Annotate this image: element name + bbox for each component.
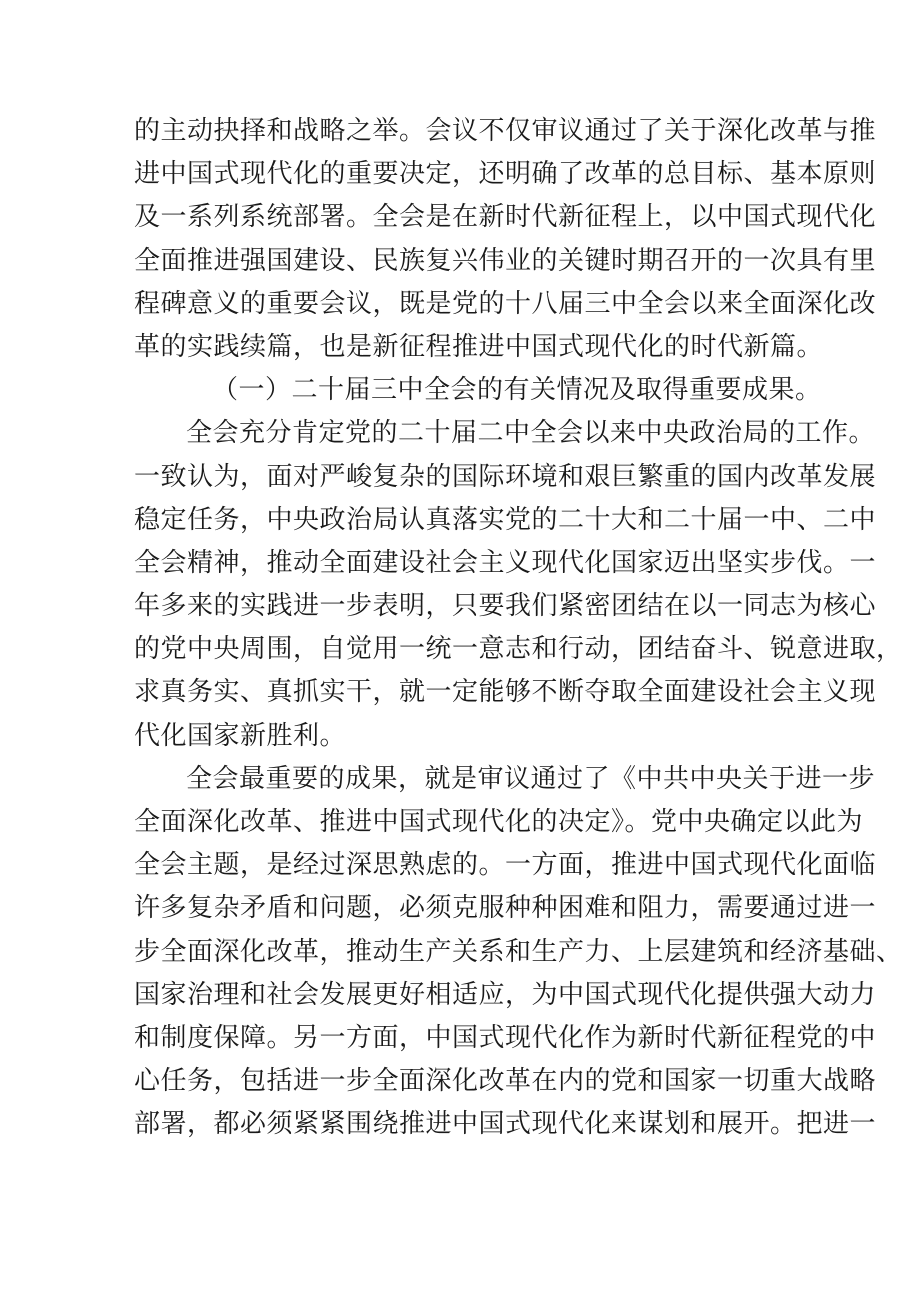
text-line: 全面深化改革、推进中国式现代化的决定》。党中央确定以此为 <box>134 807 864 837</box>
paragraph <box>134 412 903 758</box>
text-line: 心任务，包括进一步全面深化改革在内的党和国家一切重大战略 <box>134 1066 877 1097</box>
text-line: 一致认为，面对严峻复杂的国际环境和艰巨繁重的国内改革发展 <box>134 461 877 492</box>
text-line: 及一系列系统部署。全会是在新时代新征程上，以中国式现代化 <box>134 202 877 233</box>
text-line: 许多复杂矛盾和问题，必须克服种种困难和阻力，需要通过进一 <box>134 893 877 924</box>
document-body <box>134 110 903 1147</box>
text-line: 和制度保障。另一方面，中国式现代化作为新时代新征程党的中 <box>134 1022 877 1053</box>
text-line: 全会精神，推动全面建设社会主义现代化国家迈出坚实步伐。一 <box>134 547 877 578</box>
text-line: 进中国式现代化的重要决定，还明确了改革的总目标、基本原则 <box>134 159 877 190</box>
text-line: 代化国家新胜利。 <box>134 720 347 751</box>
text-line: 全面推进强国建设、民族复兴伟业的关键时期召开的一次具有里 <box>134 245 877 276</box>
text-line: 年多来的实践进一步表明，只要我们紧密团结在以一同志为核心 <box>134 591 877 622</box>
text-line: 部署，都必须紧紧围绕推进中国式现代化来谋划和展开。把进一 <box>134 1109 877 1140</box>
text-line: 步全面深化改革，推动生产关系和生产力、上层建筑和经济基础、 <box>134 936 903 967</box>
text-line: 全会最重要的成果，就是审议通过了《中共中央关于进一步 <box>186 763 876 794</box>
text-line: 程碑意义的重要会议，既是党的十八届三中全会以来全面深化改 <box>134 288 877 319</box>
section-heading: （一）二十届三中全会的有关情况及取得重要成果。 <box>212 375 822 406</box>
text-line: 稳定任务，中央政治局认真落实党的二十大和二十届一中、二中 <box>134 504 877 535</box>
text-line: 全会充分肯定党的二十届二中全会以来中央政治局的工作。 <box>186 418 876 449</box>
paragraph <box>134 758 903 1147</box>
text-line: 全会主题，是经过深思熟虑的。一方面，推进中国式现代化面临 <box>134 850 877 881</box>
paragraph-continued <box>134 110 877 369</box>
text-line: 革的实践续篇，也是新征程推进中国式现代化的时代新篇。 <box>134 331 824 362</box>
text-line: 求真务实、真抓实干，就一定能够不断夺取全面建设社会主义现 <box>134 677 877 708</box>
text-line: 的主动抉择和战略之举。会议不仅审议通过了关于深化改革与推 <box>134 116 877 146</box>
text-line: 国家治理和社会发展更好相适应，为中国式现代化提供强大动力 <box>134 979 877 1010</box>
text-line: 的党中央周围，自觉用一统一意志和行动，团结奋斗、锐意进取， <box>134 634 903 665</box>
